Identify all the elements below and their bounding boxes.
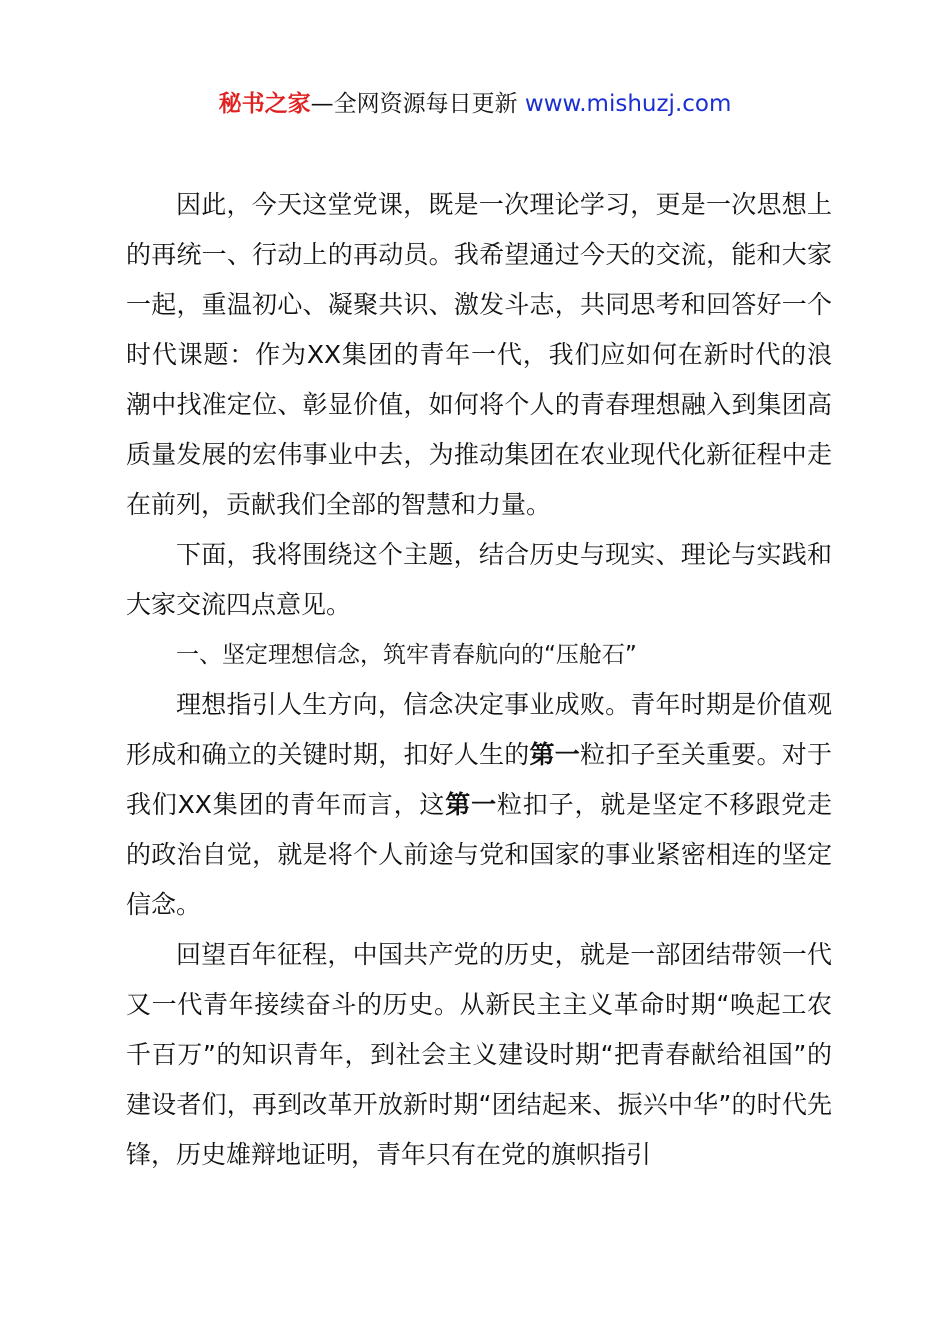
paragraph-ideals-part-2: 粒扣子至关重要。对于我们XX集团的青年而言，这 — [126, 740, 832, 819]
site-url-link[interactable]: www.mishuzj.com — [524, 91, 732, 117]
paragraph-ideals — [126, 680, 832, 930]
paragraph-history: 回望百年征程，中国共产党的历史，就是一部团结带领一代又一代青年接续奋斗的历史。从新民主主义革命时期“唤起工农千百万”的知识青年，到社会主义建设时期“把青春献给祖国”的建设者们，再到改革开放新时期“团结起来、振兴中华”的时代先锋，历史雄辩地证明，青年只有在党的旗帜指引 — [126, 940, 832, 1169]
site-header — [0, 84, 950, 124]
paragraph-ideals-part-3: 粒扣子，就是坚定不移跟党走的政治自觉，就是将个人前途与党和国家的事业紧密相连的坚定信念。 — [126, 790, 832, 919]
header-tagline: —全网资源每日更新 — [310, 91, 525, 117]
document-body — [126, 180, 832, 1180]
paragraph-ideals-part-1: 理想指引人生方向，信念决定事业成败。青年时期是价值观形成和确立的关键时期，扣好人生的 — [126, 690, 832, 769]
section-heading-1: 一、坚定理想信念，筑牢青春航向的“压舱石” — [176, 642, 637, 668]
brand-name: 秘书之家 — [218, 91, 311, 117]
bold-first-1: 第一 — [529, 740, 580, 769]
paragraph-outline: 下面，我将围绕这个主题，结合历史与现实、理论与实践和大家交流四点意见。 — [126, 540, 832, 619]
paragraph-intro: 因此，今天这堂党课，既是一次理论学习，更是一次思想上的再统一、行动上的再动员。我希望通过今天的交流，能和大家一起，重温初心、凝聚共识、激发斗志，共同思考和回答好一个时代课题：作为XX集团的青年一代，我们应如何在新时代的浪潮中找准定位、彰显价值，如何将个人的青春理想融入到集团高质量发展的宏伟事业中去，为推动集团在农业现代化新征程中走在前列，贡献我们全部的智慧和力量。 — [126, 190, 832, 519]
bold-first-2: 第一 — [445, 790, 497, 819]
